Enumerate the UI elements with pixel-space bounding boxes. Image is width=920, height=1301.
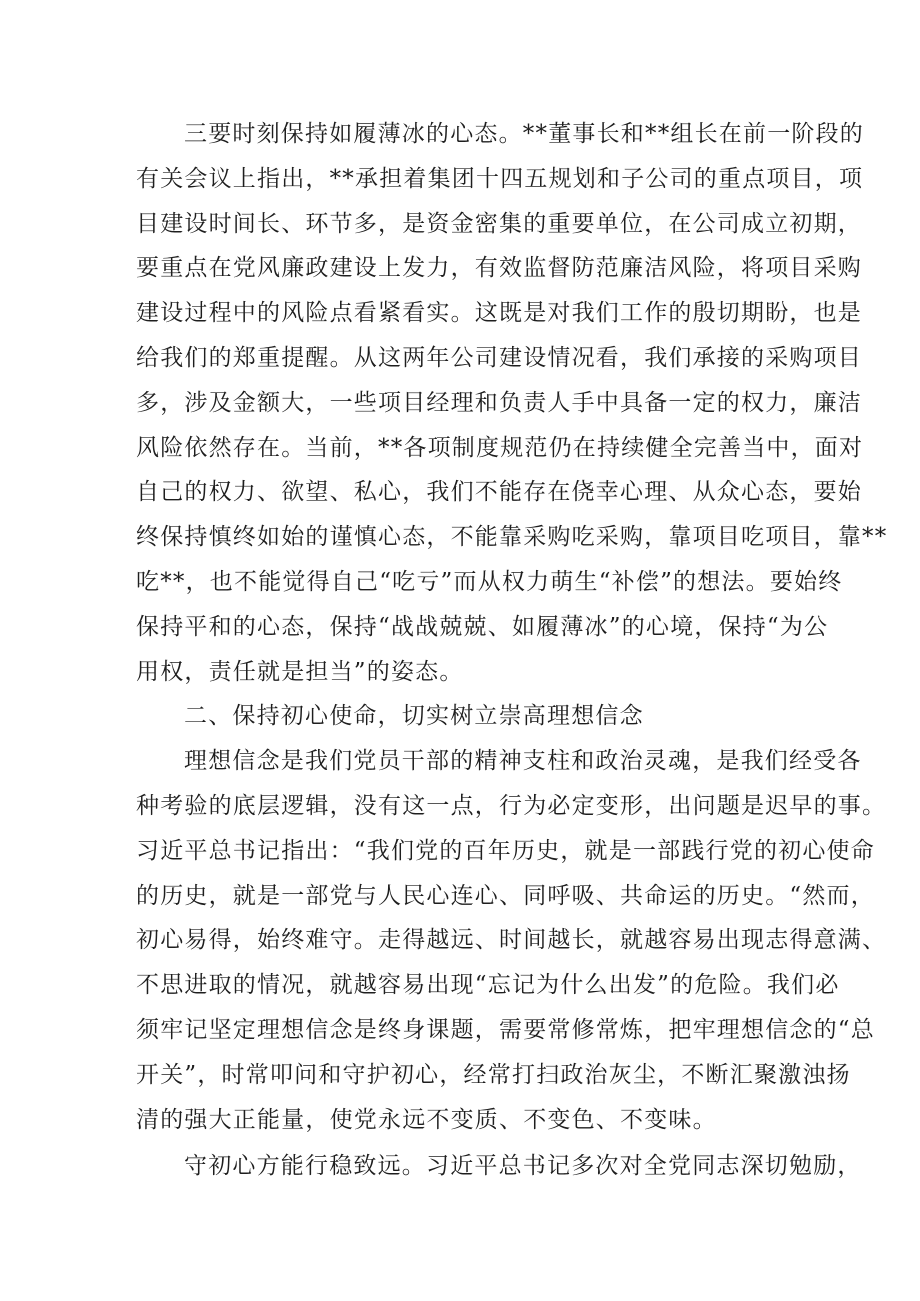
text-line: 自己的权力、欲望、私心，我们不能存在侥幸心理、从众心态，要始 <box>136 479 862 506</box>
text-line: 要重点在党风廉政建设上发力，有效监督防范廉洁风险，将项目采购 <box>136 255 862 282</box>
text-line: 建设过程中的风险点看紧看实。这既是对我们工作的殷切期盼，也是 <box>136 300 862 327</box>
text-line: 用权，责任就是担当”的姿态。 <box>136 658 464 685</box>
text-line: 三要时刻保持如履薄冰的心态。**董事长和**组长在前一阶段的 <box>184 121 864 147</box>
text-line: 守初心方能行稳致远。习近平总书记多次对全党同志深切勉励， <box>184 1153 862 1180</box>
text-line: 吃**，也不能觉得自己“吃亏”而从权力萌生“补偿”的想法。要始终 <box>136 568 843 595</box>
section-heading: 二、保持初心使命，切实树立崇高理想信念 <box>184 703 644 730</box>
text-line: 的历史，就是一部党与人民心连心、同呼吸、共命运的历史。“然而， <box>136 882 875 909</box>
text-line: 习近平总书记指出：“我们党的百年历史，就是一部践行党的初心使命 <box>136 837 875 864</box>
text-line: 风险依然存在。当前，**各项制度规范仍在持续健全完善当中，面对 <box>136 434 864 461</box>
paragraph-time-cautious-mindset <box>136 112 888 694</box>
text-line: 终保持慎终如始的谨慎心态，不能靠采购吃采购，靠项目吃项目，靠** <box>136 524 888 551</box>
text-line: 清的强大正能量，使党永远不变质、不变色、不变味。 <box>136 1106 717 1133</box>
paragraph-ideals-beliefs <box>136 739 887 1142</box>
text-line: 不思进取的情况，就越容易出现“忘记为什么出发”的危险。我们必 <box>136 972 840 999</box>
text-line: 多，涉及金额大，一些项目经理和负责人手中具备一定的权力，廉洁 <box>136 389 862 416</box>
document-body <box>136 112 888 1189</box>
paragraph-keep-original-aspiration <box>136 1144 862 1189</box>
text-line: 种考验的底层逻辑，没有这一点，行为必定变形，出问题是迟早的事。 <box>136 792 887 819</box>
text-line: 须牢记坚定理想信念是终身课题，需要常修常炼，把牢理想信念的“总 <box>136 1016 875 1043</box>
text-line: 初心易得，始终难守。走得越远、时间越长，就越容易出现志得意满、 <box>136 927 887 954</box>
text-line: 给我们的郑重提醒。从这两年公司建设情况看，我们承接的采购项目 <box>136 344 862 371</box>
text-line: 有关会议上指出，**承担着集团十四五规划和子公司的重点项目，项 <box>136 165 864 192</box>
text-line: 理想信念是我们党员干部的精神支柱和政治灵魂，是我们经受各 <box>184 748 862 775</box>
text-line: 开关”，时常叩问和守护初心，经常打扫政治灰尘，不断汇聚激浊扬 <box>136 1061 851 1088</box>
text-line: 目建设时间长、环节多，是资金密集的重要单位，在公司成立初期， <box>136 210 862 237</box>
text-line: 保持平和的心态，保持“战战兢兢、如履薄冰”的心境，保持“为公 <box>136 613 829 640</box>
